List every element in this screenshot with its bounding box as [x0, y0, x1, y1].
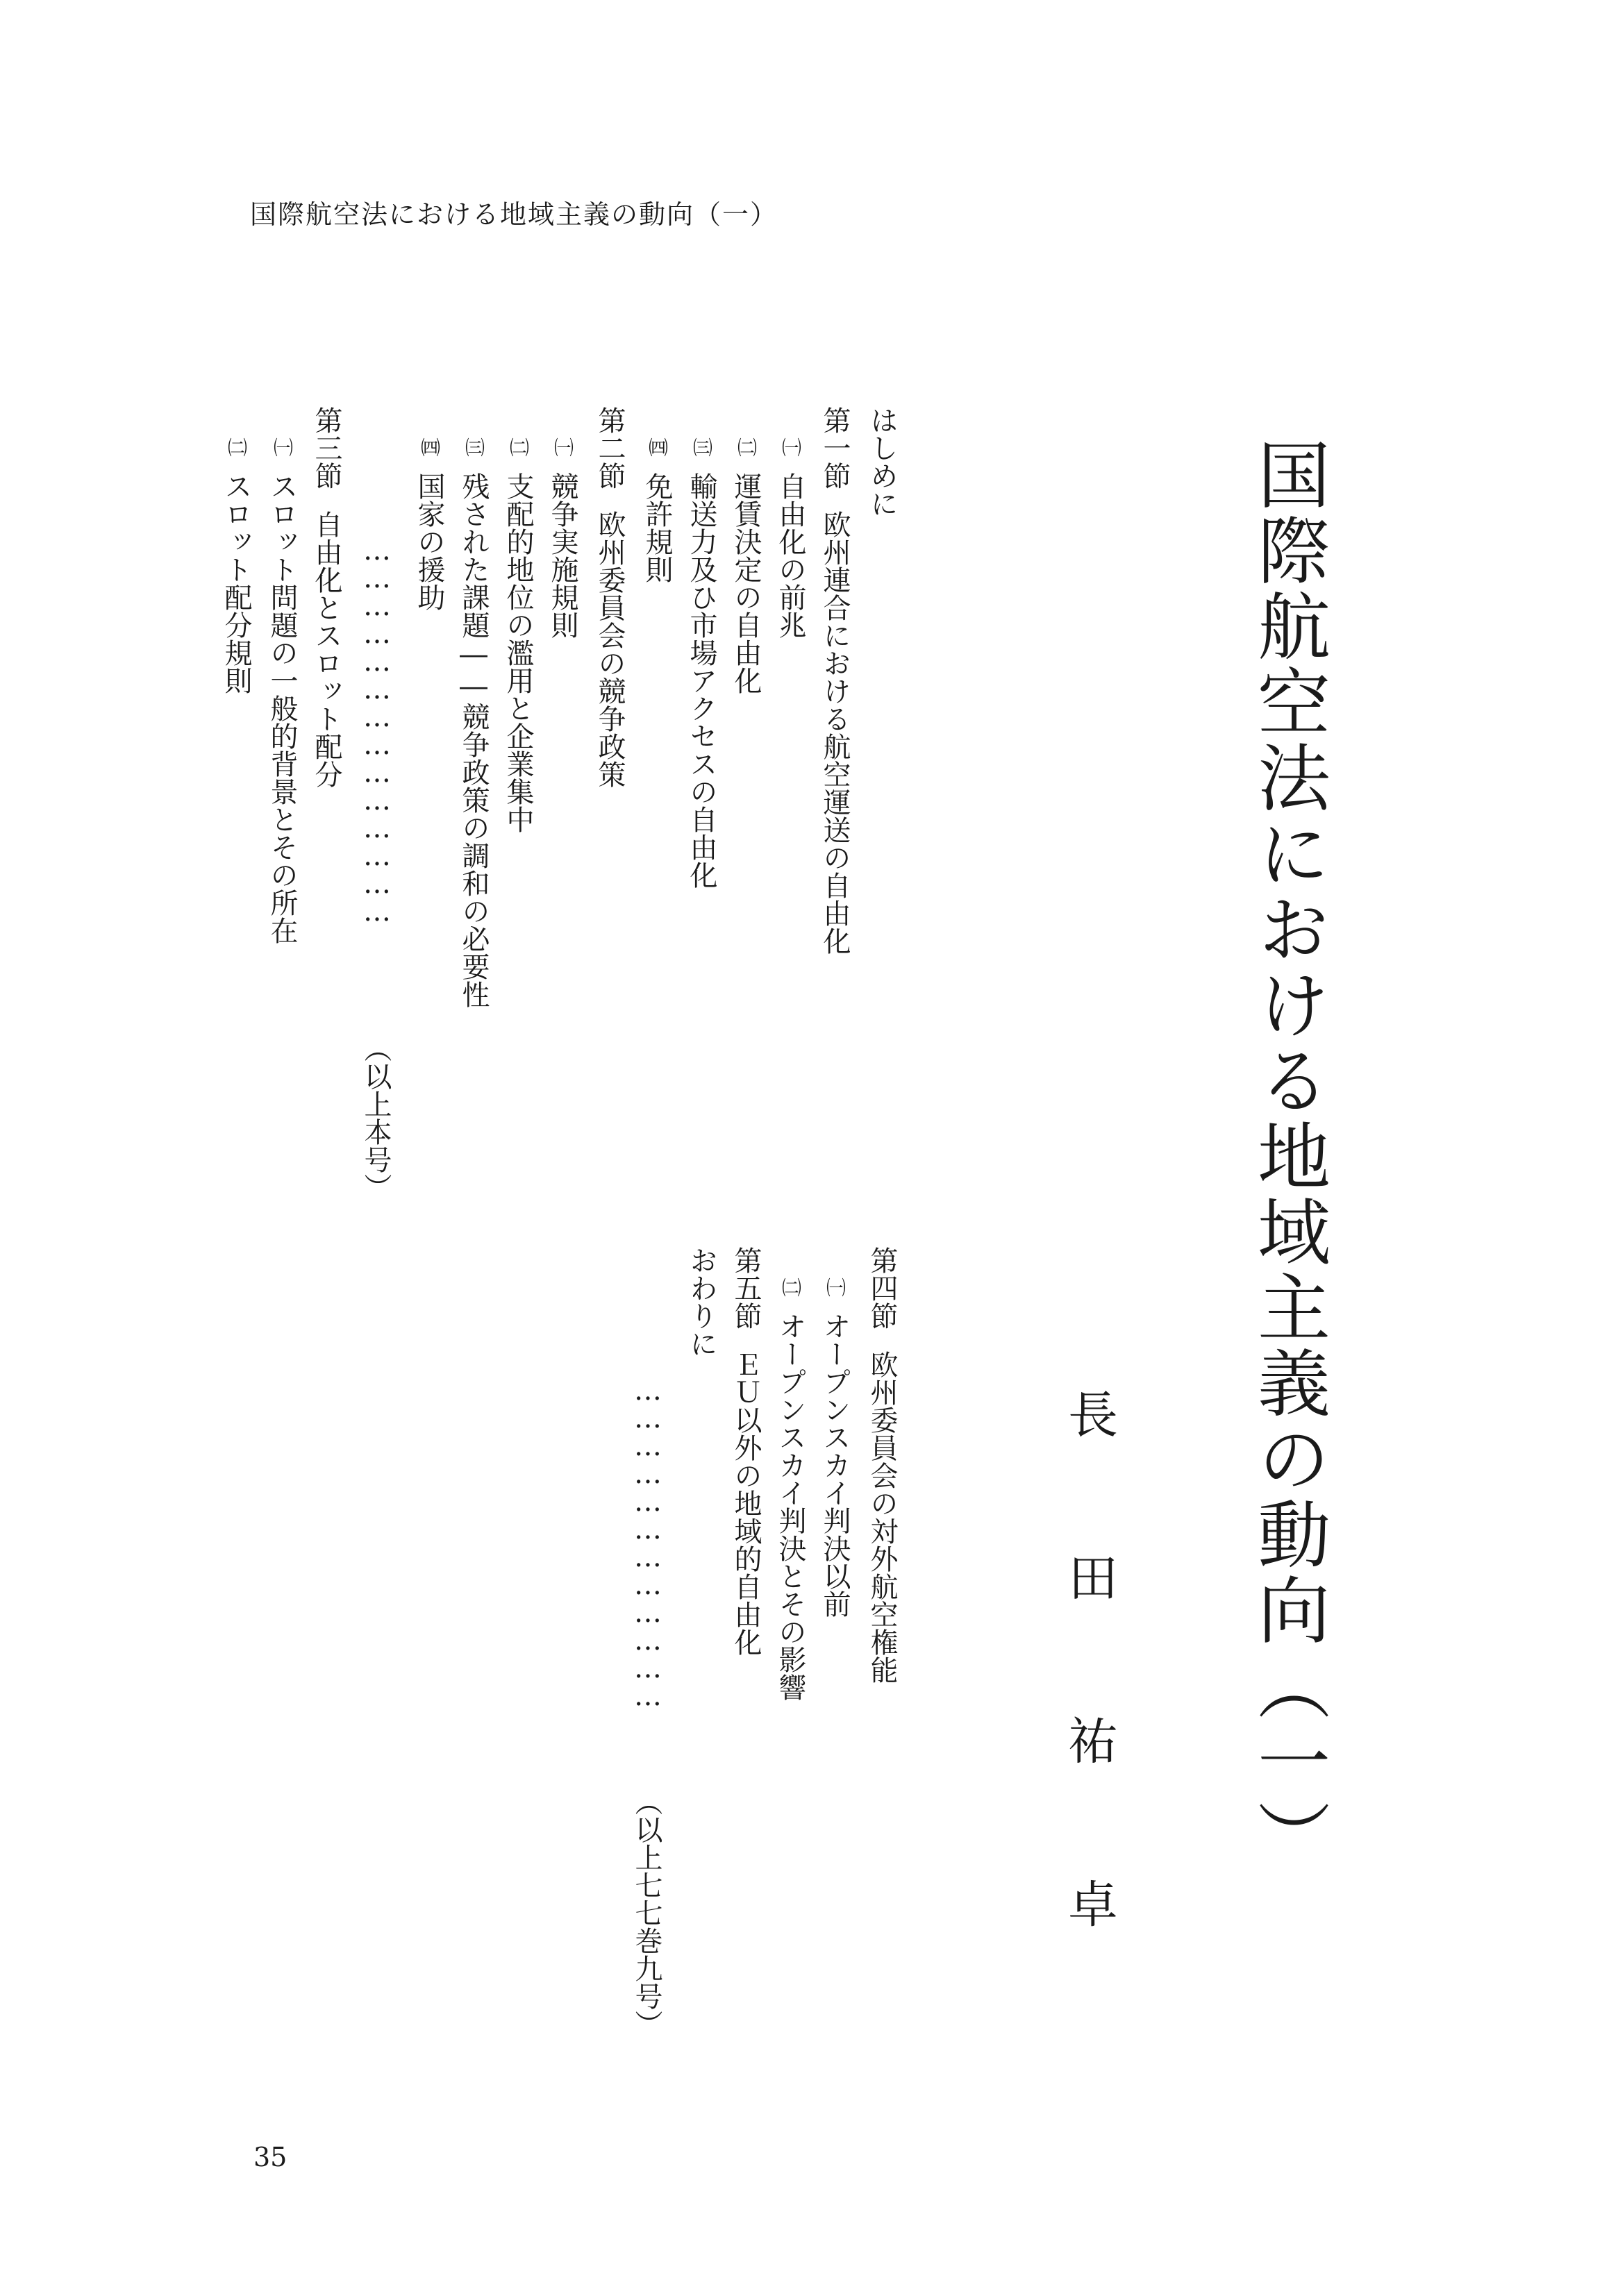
toc-entry: [542, 437, 583, 639]
toc-entry: [814, 406, 856, 955]
toc-entry-label: はしめに: [866, 406, 898, 517]
author-name-char: 長: [1060, 1389, 1118, 1439]
page-number: 35: [253, 2142, 287, 2172]
toc-item-number: ㈠: [824, 1277, 846, 1297]
toc-entry: [769, 1277, 811, 1701]
toc-entry-label: 自由化とスロット配分: [310, 510, 342, 788]
toc-entry-label: 欧州委員会の対外航空権能: [866, 1350, 898, 1684]
article-title: 国際航空法における地域主義の動向（一）: [1246, 437, 1331, 1875]
toc-entry-label: 運賃決定の自由化: [730, 472, 762, 694]
author-name-char: 祐: [1060, 1715, 1118, 1765]
toc-entry-label: 輸送力及ひ市場アクセスの自由化: [685, 472, 717, 889]
toc-item-number: ㈡: [507, 437, 530, 457]
toc-entry: [725, 437, 767, 694]
toc-entry-label: 欧州委員会の競争政策: [594, 510, 626, 788]
toc-entry: [861, 1246, 903, 1684]
toc-item-number: ㈡: [735, 437, 758, 457]
toc-entry: [261, 437, 303, 944]
toc-entry-label: スロット配分規則: [220, 472, 252, 694]
toc-entry: [408, 437, 450, 611]
toc-item-number: ㈢: [690, 437, 713, 457]
toc-entry-label: 支配的地位の濫用と企業集中: [502, 472, 534, 833]
toc-entry-label: スロット問題の一般的背景とその所在: [266, 472, 298, 944]
toc-entry: [215, 437, 257, 694]
toc-item-number: ㈠: [551, 437, 574, 457]
toc-entry: [636, 437, 678, 583]
toc-section-number: 第五節: [730, 1246, 762, 1330]
author-name-char: 田: [1060, 1552, 1118, 1602]
toc-entry-label: 免許規則: [641, 472, 673, 583]
toc-entry: [681, 1246, 722, 1357]
toc-entry: [453, 437, 494, 1008]
toc-entry: [725, 1246, 767, 1656]
toc-item-number: ㈣: [418, 437, 441, 457]
toc-entry: [861, 406, 903, 517]
toc-section-number: 第一節: [819, 406, 851, 489]
toc-entry: [306, 406, 347, 788]
toc-entry-label: ＥＵ以外の地域的自由化: [730, 1350, 762, 1656]
toc-section-number: 第二節: [594, 406, 626, 489]
toc-entry: [497, 437, 539, 833]
toc-item-number: ㈢: [462, 437, 485, 457]
toc-entry: [814, 1277, 856, 1618]
toc-entry-label: 競争実施規則: [547, 472, 578, 639]
toc-section-number: 第三節: [310, 406, 342, 489]
toc-entry-label: 欧州連合における航空運送の自由化: [819, 510, 851, 955]
toc-item-number: ㈡: [779, 1277, 802, 1297]
toc-item-number: ㈠: [271, 437, 294, 457]
running-head: 国際航空法における地域主義の動向（一）: [250, 199, 778, 230]
toc-entry-label: オープンスカイ判決とその影響: [774, 1312, 806, 1701]
toc-item-number: ㈠: [779, 437, 802, 457]
toc-entry-label: 残された課題――競争政策の調和の必要性: [458, 472, 490, 1008]
toc-entry: [769, 437, 811, 639]
author-name-char: 卓: [1060, 1878, 1118, 1928]
toc-entry-label: おわりに: [685, 1246, 717, 1357]
toc-entry: [681, 437, 722, 889]
toc-entry: [589, 406, 631, 788]
toc-section-number: 第四節: [866, 1246, 898, 1330]
toc-entry-label: 自由化の前兆: [774, 472, 806, 639]
toc-entry-label: 国家の援助: [413, 472, 445, 611]
leader-dots: ………………………………: [632, 1375, 664, 1708]
toc-entry-label: オープンスカイ判決以前: [819, 1312, 851, 1618]
leader-dots: ……………………………………: [361, 535, 393, 923]
toc-item-number: ㈡: [225, 437, 248, 457]
range-note: （以上七七巻九号）: [631, 1788, 662, 2038]
toc-item-number: ㈣: [646, 437, 669, 457]
range-note: （以上本号）: [360, 1034, 392, 1201]
